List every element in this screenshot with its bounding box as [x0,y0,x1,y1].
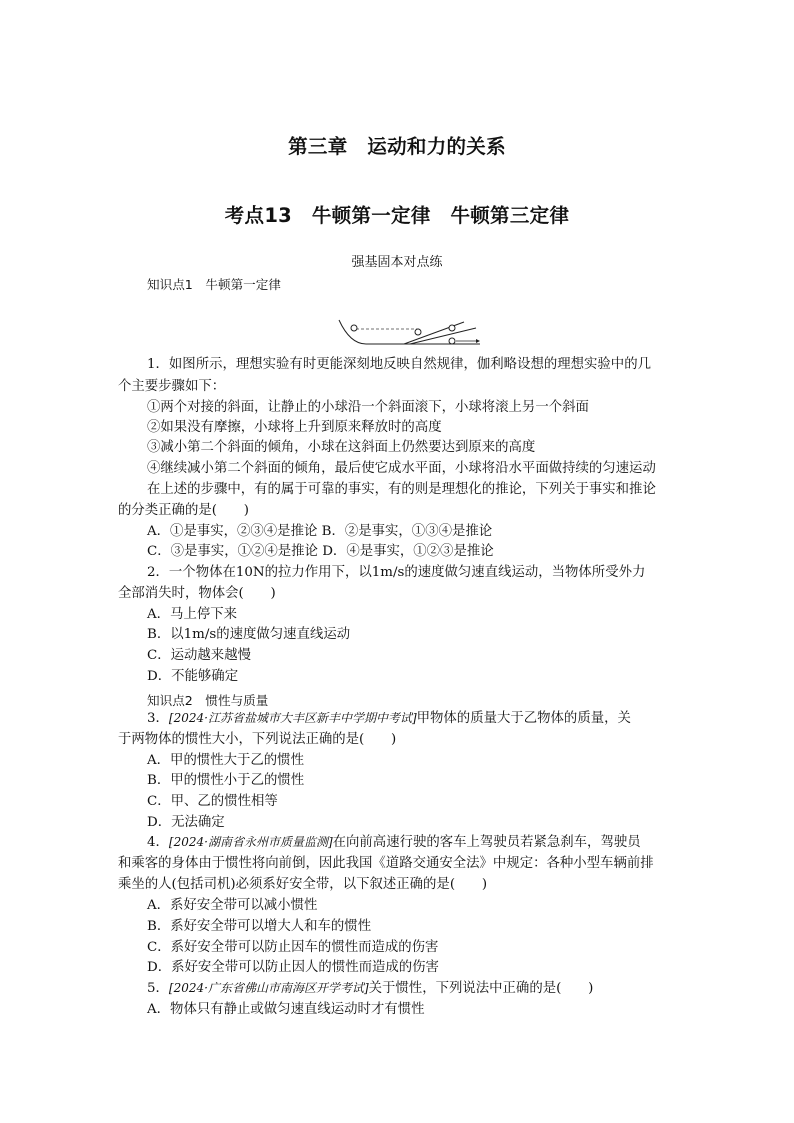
ball-ramp-2 [449,325,455,331]
ball-ground [449,338,455,344]
q2-option-b: B．以1m/s的速度做匀速直线运动 [147,627,351,642]
q1-ask-line1: 在上述的步骤中，有的属于可靠的事实，有的则是理想化的推论，下列关于事实和推论 [147,482,656,497]
arrow-head [476,339,480,343]
q3-stem-text: 甲物体的质量大于乙物体的质量，关 [416,711,631,726]
q3-option-c: C．甲、乙的惯性相等 [147,794,278,809]
q1-ask-line2: 的分类正确的是( ) [118,503,249,518]
q1-step-2: ②如果没有摩擦，小球将上升到原来释放时的高度 [147,420,442,435]
q1-options-ab: A．①是事实，②③④是推论 B．②是事实，①③④是推论 [147,524,493,539]
q2-stem-line1: 2．一个物体在10N的拉力作用下，以1m/s的速度做匀速直线运动，当物体所受外力 [147,565,646,580]
section-title: 强基固本对点练 [351,255,443,270]
q3-source: [2024·江苏省盐城市大丰区新丰中学期中考试] [168,711,417,725]
q4-stem-text: 在向前高速行驶的客车上驾驶员若紧急刹车，驾驶员 [332,835,641,850]
q1-step-3: ③减小第二个斜面的倾角，小球在这斜面上仍然要达到原来的高度 [147,440,536,455]
q4-option-d: D．系好安全带可以防止因人的惯性而造成的伤害 [147,960,439,975]
q2-option-d: D．不能够确定 [147,669,239,684]
q4-option-c: C．系好安全带可以防止因车的惯性而造成的伤害 [147,940,439,955]
q1-step-1: ①两个对接的斜面，让静止的小球沿一个斜面滚下，小球将滚上另一个斜面 [147,400,589,415]
q1-stem-line1: 1．如图所示，理想实验有时更能深刻地反映自然规律，伽利略设想的理想实验中的几 [147,357,651,372]
q3-option-d: D．无法确定 [147,815,225,830]
q1-options-cd: C．③是事实，①②④是推论 D．④是事实，①②③是推论 [147,544,494,559]
q4-stem-line1 [147,836,641,849]
q3-number: 3． [147,711,169,726]
q2-option-a: A．马上停下来 [147,607,238,622]
q4-source: [2024·湖南省永州市质量监测] [168,835,333,849]
galileo-ramp-figure [336,318,482,350]
q3-option-a: A．甲的惯性大于乙的惯性 [147,753,304,768]
q3-stem-line1 [147,712,631,725]
q2-option-c: C．运动越来越慢 [147,648,251,663]
q2-stem-line2: 全部消失时，物体会( ) [118,586,276,601]
ball-start [351,325,357,331]
q5-stem-text: 关于惯性，下列说法中正确的是( ) [368,981,594,996]
q5-option-a: A．物体只有静止或做匀速直线运动时才有惯性 [147,1002,425,1017]
q4-stem-line2: 和乘客的身体由于惯性将向前倒，因此我国《道路交通安全法》中规定：各种小型车辆前排 [118,856,654,871]
q5-source: [2024·广东省佛山市南海区开学考试] [168,981,369,995]
q4-option-a: A．系好安全带可以减小惯性 [147,898,318,913]
chapter-title: 第三章 运动和力的关系 [288,135,506,158]
q5-number: 5． [147,981,169,996]
q3-stem-line2: 于两物体的惯性大小，下列说法正确的是( ) [118,732,397,747]
q4-stem-line3: 乘坐的人(包括司机)必须系好安全带，以下叙述正确的是( ) [118,877,488,892]
q4-option-b: B．系好安全带可以增大人和车的惯性 [147,919,372,934]
q1-stem-line2: 个主要步骤如下： [118,379,226,394]
q4-number: 4． [147,835,169,850]
q3-option-b: B．甲的惯性小于乙的惯性 [147,773,305,788]
ball-ramp-1 [415,329,421,335]
topic-title: 考点13 牛顿第一定律 牛顿第三定律 [224,204,570,227]
q1-step-4: ④继续减小第二个斜面的倾角，最后使它成水平面，小球将沿水平面做持续的匀速运动 [147,461,656,476]
q5-stem-line1 [147,982,593,995]
knowledge-point-2: 知识点2 惯性与质量 [147,693,269,708]
knowledge-point-1: 知识点1 牛顿第一定律 [147,277,281,292]
